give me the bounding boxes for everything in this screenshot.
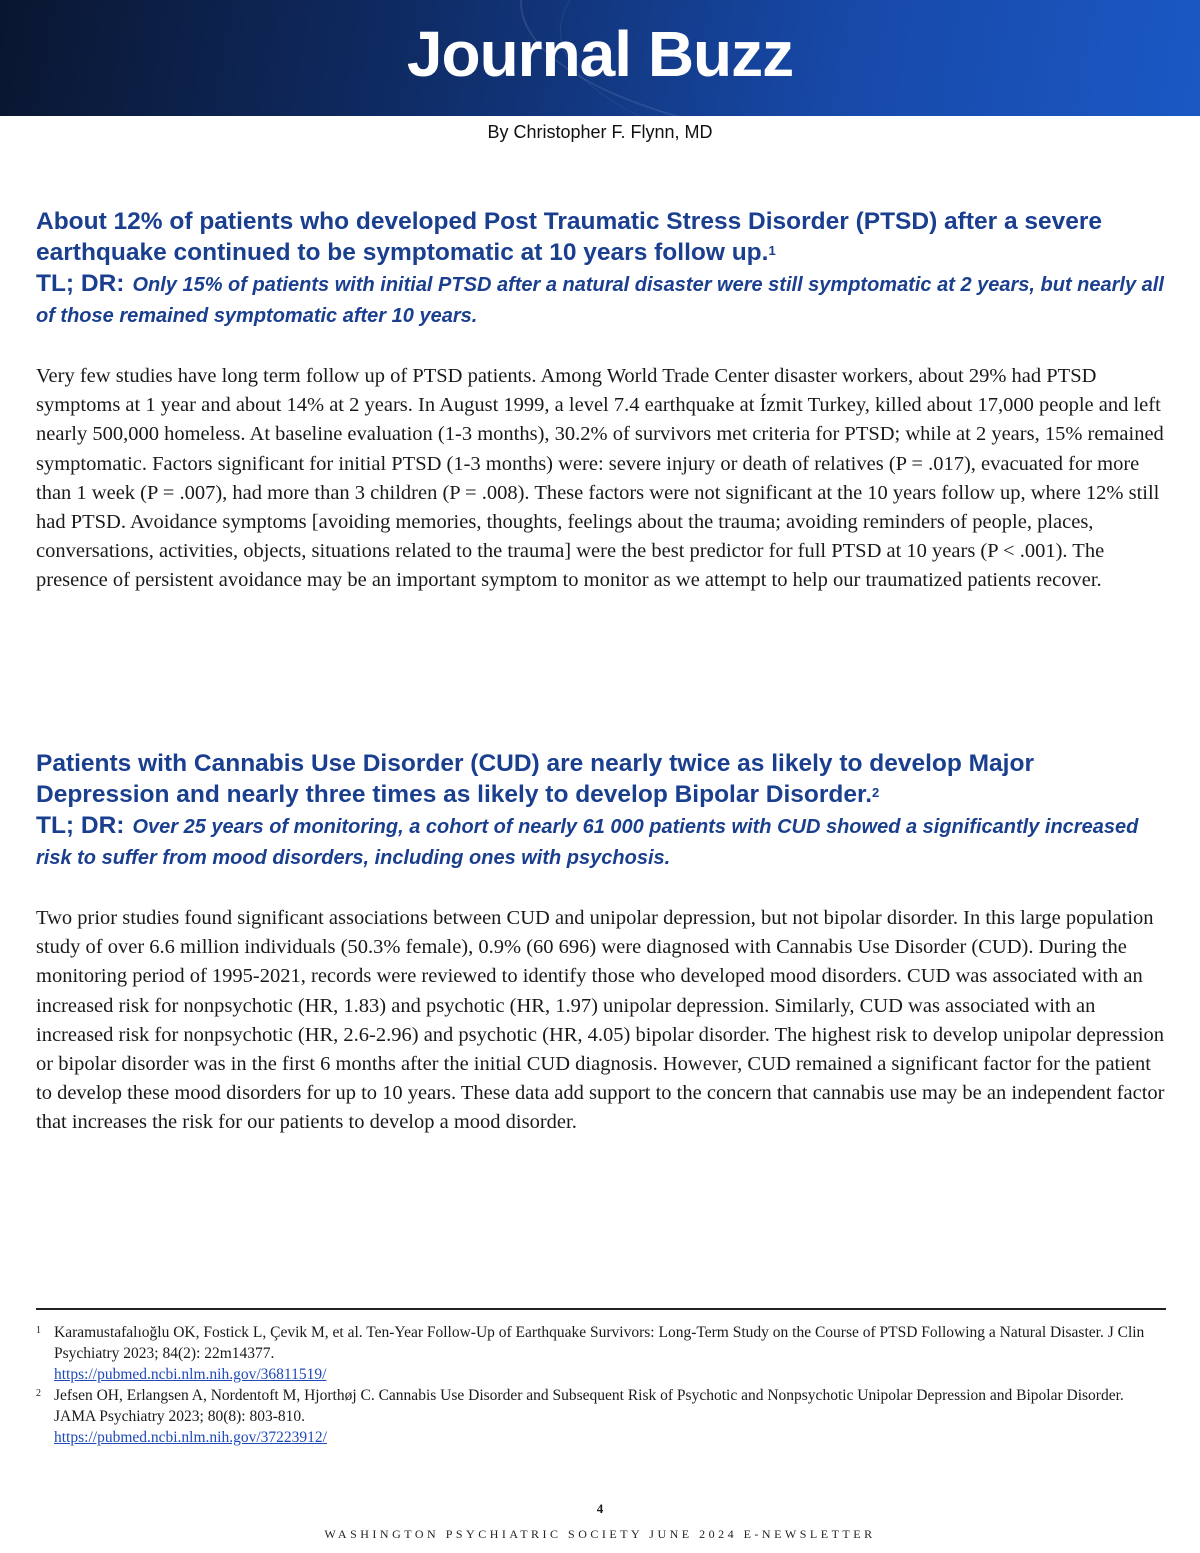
header-banner	[0, 0, 1200, 116]
tldr-text: Over 25 years of monitoring, a cohort of nearly 61 000 patients with CUD showed a significantly increased risk to suffer from mood disorders, including ones with psychosis.	[36, 816, 1139, 869]
footnote-text: Karamustafalıoğlu OK, Fostick L, Çevik M, et al. Ten-Year Follow-Up of Earthquake Survivors: Long-Term Study on the Course of PTSD Following a Natural Disaster. J Clin Psychiatry 2023; 84(2): 22m14377.	[54, 1324, 1145, 1362]
tldr-label: TL; DR:	[36, 812, 125, 839]
footnote-number: 1	[36, 1325, 41, 1336]
footnote-divider	[36, 1308, 1166, 1310]
article-ptsd	[36, 206, 1166, 596]
newsletter-footer: WASHINGTON PSYCHIATRIC SOCIETY JUNE 2024 E-NEWSLETTER	[324, 1527, 876, 1541]
footnote-link[interactable]: https://pubmed.ncbi.nlm.nih.gov/37223912/	[54, 1429, 327, 1446]
tldr-text: Only 15% of patients with initial PTSD after a natural disaster were still symptomatic at 2 years, but nearly all of those remained symptomatic after 10 years.	[36, 274, 1164, 327]
tldr-summary	[36, 268, 1166, 332]
footnote-1	[36, 1322, 1166, 1385]
footnotes	[36, 1322, 1166, 1448]
article-headline	[36, 748, 1166, 810]
footnote-link[interactable]: https://pubmed.ncbi.nlm.nih.gov/36811519/	[54, 1366, 327, 1383]
article-body: Two prior studies found significant associations between CUD and unipolar depression, but not bipolar disorder. In this large population study of over 6.6 million individuals (50.3% female), 0.9% (60 696) were diagnosed with Cannabis Use Disorder (CUD). During the monitoring period of 1995-2021, records were reviewed to identify those who developed mood disorders. CUD was associated with an increased risk for nonpsychotic (HR, 1.83) and psychotic (HR, 1.97) unipolar depression. Similarly, CUD was associated with an increased risk for nonpsychotic (HR, 2.6-2.96) and psychotic (HR, 4.05) bipolar disorder. The highest risk to develop unipolar depression or bipolar disorder was in the first 6 months after the initial CUD diagnosis. However, CUD remained a significant factor for the patient to develop these mood disorders for up to 10 years. These data add support to the concern that cannabis use may be an independent factor that increases the risk for our patients to develop a mood disorder.	[36, 907, 1165, 1134]
headline-text: Patients with Cannabis Use Disorder (CUD) are nearly twice as likely to develop Major Depression and nearly three times as likely to develop Bipolar Disorder.	[36, 750, 1034, 808]
byline: By Christopher F. Flynn, MD	[487, 122, 713, 142]
footnote-2	[36, 1385, 1166, 1448]
headline-text: About 12% of patients who developed Post Traumatic Stress Disorder (PTSD) after a severe earthquake continued to be symptomatic at 10 years follow up.	[36, 208, 1103, 266]
article-cannabis	[36, 748, 1166, 1138]
footnote-number: 2	[36, 1388, 41, 1399]
tldr-summary	[36, 810, 1166, 874]
tldr-label: TL; DR:	[36, 270, 125, 297]
article-headline	[36, 206, 1166, 268]
footnote-text: Jefsen OH, Erlangsen A, Nordentoft M, Hjorthøj C. Cannabis Use Disorder and Subsequent Risk of Psychotic and Nonpsychotic Unipolar Depression and Bipolar Disorder. JAMA Psychiatry 2023; 80(8): 803-810.	[54, 1387, 1124, 1425]
reference-marker[interactable]: 2	[872, 785, 880, 800]
reference-marker[interactable]: 1	[768, 243, 776, 258]
article-body: Very few studies have long term follow up of PTSD patients. Among World Trade Center disaster workers, about 29% had PTSD symptoms at 1 year and about 14% at 2 years. In August 1999, a level 7.4 earthquake at Ízmit Turkey, killed about 17,000 people and left nearly 500,000 homeless. At baseline evaluation (1-3 months), 30.2% of survivors met criteria for PTSD; while at 2 years, 15% remained symptomatic. Factors significant for initial PTSD (1-3 months) were: severe injury or death of relatives (P = .017), evacuated for more than 1 week (P = .007), had more than 3 children (P = .008). These factors were not significant at the 10 years follow up, where 12% still had PTSD. Avoidance symptoms [avoiding memories, thoughts, feelings about the trauma; avoiding reminders of people, places, conversations, activities, objects, situations related to the trauma] were the best predictor for full PTSD at 10 years (P < .001). The presence of persistent avoidance may be an important symptom to monitor as we attempt to help our traumatized patients recover.	[36, 365, 1164, 592]
page-title: Journal Buzz	[406, 18, 794, 90]
page-number: 4	[596, 1501, 604, 1516]
